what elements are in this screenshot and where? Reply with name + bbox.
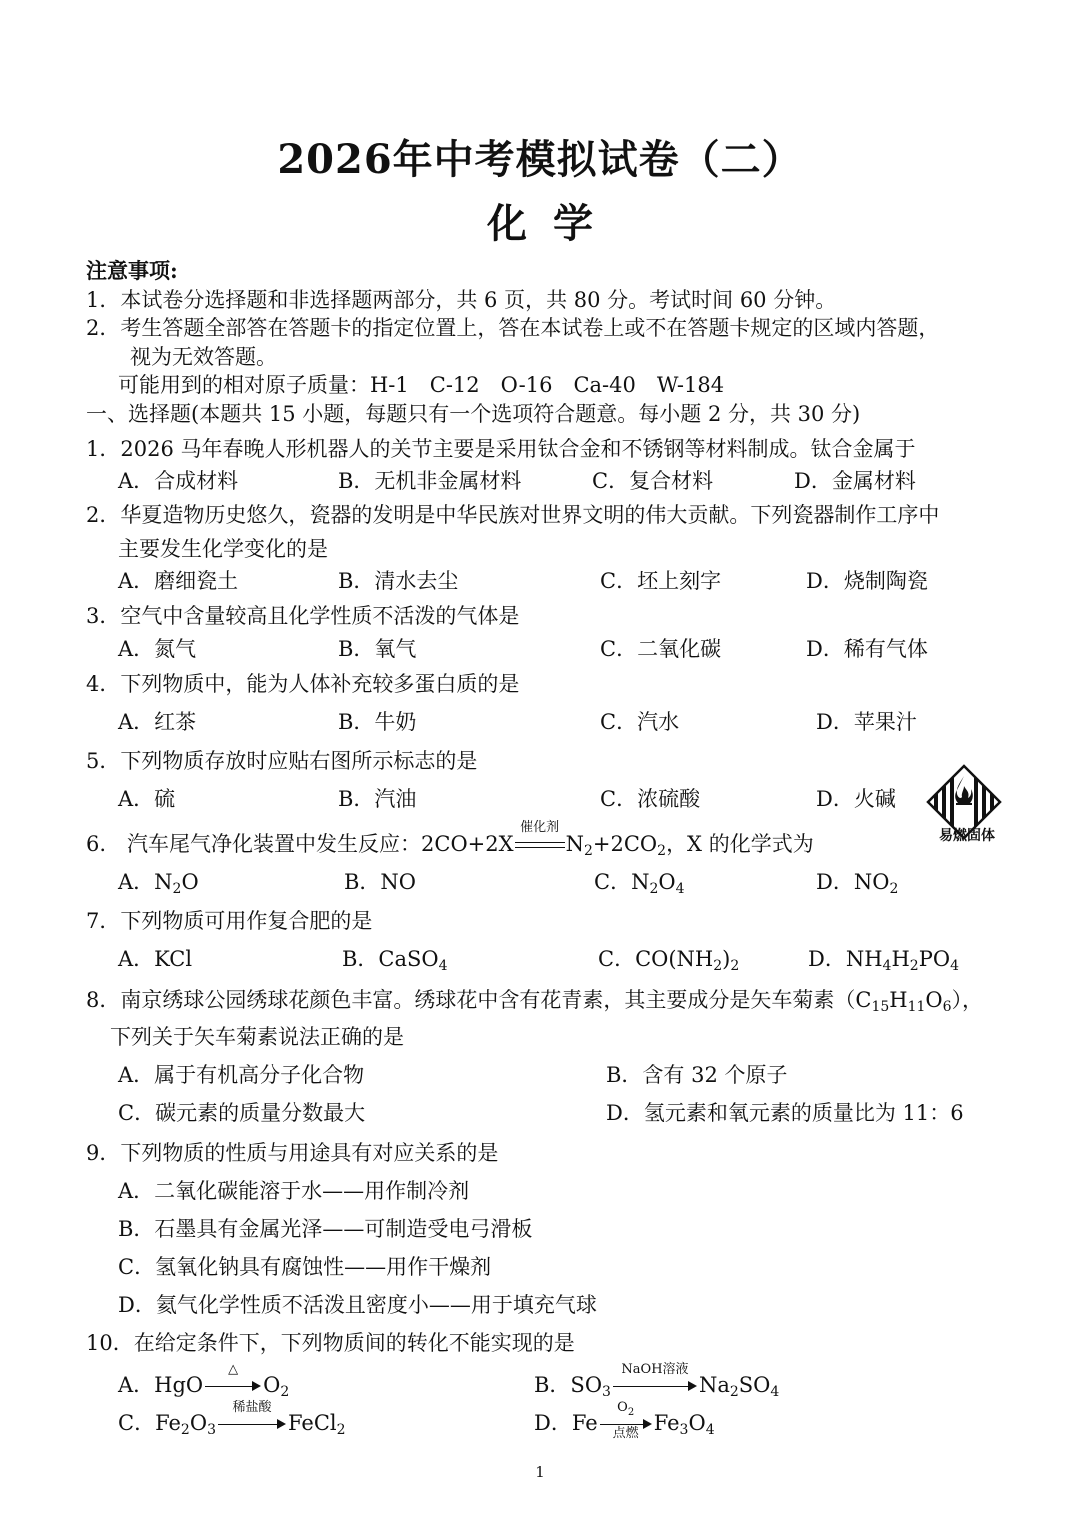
question-6-option-b: B．NO	[344, 870, 417, 894]
question-5-option-a: A．硫	[118, 787, 176, 811]
question-4-stem: 4．下列物质中，能为人体补充较多蛋白质的是	[86, 672, 520, 696]
question-4-option-a: A．红茶	[118, 710, 197, 734]
question-9-option-b: B．石墨具有金属光泽——可制造受电弓滑板	[118, 1217, 533, 1241]
question-4-option-c: C．汽水	[600, 710, 680, 734]
question-8-option-c: C．碳元素的质量分数最大	[118, 1101, 366, 1125]
question-8-option-d: D．氢元素和氧元素的质量比为 11：6	[606, 1101, 964, 1125]
question-2-option-d: D．烧制陶瓷	[806, 569, 928, 593]
reaction-arrow-icon: NaOH溶液	[613, 1370, 697, 1400]
question-8-stem-cont: 下列关于矢车菊素说法正确的是	[110, 1025, 404, 1049]
question-2-option-a: A．磨细瓷土	[118, 569, 239, 593]
question-9-option-c: C．氢氧化钠具有腐蚀性——用作干燥剂	[118, 1255, 492, 1279]
note-2: 2．考生答题全部答在答题卡的指定位置上，答在本试卷上或不在答题卡规定的区域内答题，	[86, 316, 940, 340]
question-6-option-c: C．$N_2O_4$	[594, 870, 685, 897]
question-9-option-d: D．氦气化学性质不活泼且密度小——用于填充气球	[118, 1293, 597, 1317]
question-7-stem: 7．下列物质可用作复合肥的是	[86, 909, 373, 933]
section-heading: 一、选择题(本题共 15 小题，每题只有一个选项符合题意。每小题 2 分，共 30 分)	[86, 402, 861, 426]
reaction-arrow-icon: 稀盐酸	[218, 1408, 286, 1438]
question-1-option-b: B．无机非金属材料	[338, 469, 522, 493]
reaction-arrow-icon: $O_2$ 点燃	[600, 1408, 652, 1438]
question-8-option-b: B．含有 32 个原子	[606, 1063, 788, 1087]
reaction-arrow-icon: △	[205, 1370, 261, 1400]
question-10-option-a: A．HgO △ $O_2$	[118, 1362, 290, 1400]
reaction-equals-sign: 催化剂	[515, 829, 565, 859]
question-3-option-a: A．氮气	[118, 637, 197, 661]
question-4-option-d: D．苹果汁	[816, 710, 917, 734]
question-1-option-c: C．复合材料	[592, 469, 714, 493]
question-2-stem-cont: 主要发生化学变化的是	[118, 537, 328, 561]
question-6-option-a: A．$N_2O$	[118, 870, 199, 897]
flammable-solid-sign-label: 易燃固体	[939, 828, 995, 844]
question-10-option-c: C．$Fe_2O_3$ 稀盐酸 FeCl$_2$	[118, 1400, 346, 1438]
page-number: 1	[535, 1463, 545, 1481]
question-7-option-d: D．$NH_4H_2PO_4$	[808, 947, 959, 974]
question-3-option-c: C．二氧化碳	[600, 637, 722, 661]
question-3-option-b: B．氧气	[338, 637, 417, 661]
question-1-stem: 1．2026 马年春晚人形机器人的关节主要是采用钛合金和不锈钢等材料制成。钛合金属于	[86, 437, 916, 461]
question-10-stem: 10．在给定条件下，下列物质间的转化不能实现的是	[86, 1331, 575, 1355]
note-1: 1．本试卷分选择题和非选择题两部分，共 6 页，共 80 分。考试时间 60 分钟。	[86, 288, 837, 312]
question-8-option-a: A．属于有机高分子化合物	[118, 1063, 365, 1087]
question-9-option-a: A．二氧化碳能溶于水——用作制冷剂	[118, 1179, 470, 1203]
question-5-stem: 5．下列物质存放时应贴右图所示标志的是	[86, 749, 478, 773]
question-1-option-a: A．合成材料	[118, 469, 239, 493]
question-5-option-d: D．火碱	[816, 787, 896, 811]
subject-title: 化学	[487, 200, 619, 247]
question-1-option-d: D．金属材料	[794, 469, 916, 493]
question-7-option-b: B．CaSO$_4$	[342, 947, 448, 974]
notes-heading: 注意事项:	[86, 258, 178, 283]
question-2-option-c: C．坯上刻字	[600, 569, 722, 593]
question-2-option-b: B．清水去尘	[338, 569, 459, 593]
question-3-option-d: D．稀有气体	[806, 637, 928, 661]
atomic-masses: 可能用到的相对原子质量：H-1 C-12 O-16 Ca-40 W-184	[118, 373, 725, 397]
question-9-stem: 9．下列物质的性质与用途具有对应关系的是	[86, 1141, 499, 1165]
question-7-option-a: A．KCl	[118, 947, 193, 971]
question-5-option-b: B．汽油	[338, 787, 417, 811]
question-10-option-b: B．$SO_3$ NaOH溶液 $Na_2SO_4$	[534, 1362, 780, 1400]
note-2-cont: 视为无效答题。	[130, 345, 277, 369]
question-2-stem: 2．华夏造物历史悠久，瓷器的发明是中华民族对世界文明的伟大贡献。下列瓷器制作工序中	[86, 503, 940, 527]
question-7-option-c: C．$CO(NH_2)_2$	[598, 947, 740, 974]
question-4-option-b: B．牛奶	[338, 710, 417, 734]
question-3-stem: 3．空气中含量较高且化学性质不活泼的气体是	[86, 604, 520, 628]
question-6-stem: 6. 汽车尾气净化装置中发生反应：2CO+2X 催化剂 $N_2+2CO_2$，X 的化学式为	[86, 820, 814, 859]
question-6-option-d: D．$NO_2$	[816, 870, 899, 897]
question-5-option-c: C．浓硫酸	[600, 787, 701, 811]
exam-title: 2026年中考模拟试卷（二）	[277, 136, 803, 183]
question-8-stem: 8．南京绣球公园绣球花颜色丰富。绣球花中含有花青素，其主要成分是矢车菊素$(C_{15}H_{11}O_6)$，	[86, 988, 984, 1015]
question-10-option-d: D．Fe $O_2$ 点燃 $Fe_3O_4$	[534, 1400, 715, 1441]
